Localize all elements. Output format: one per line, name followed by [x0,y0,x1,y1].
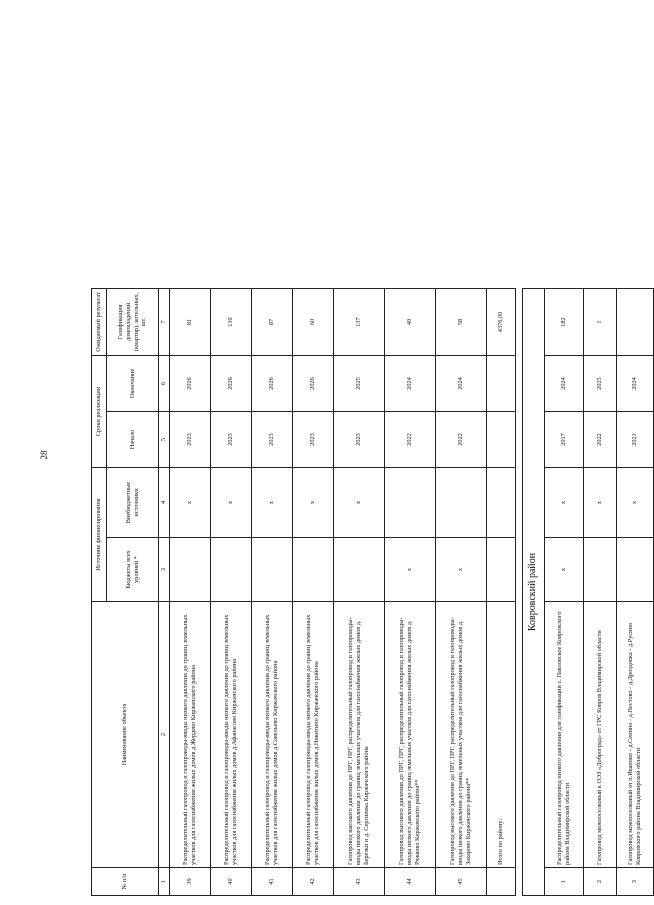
index-cell: 7 [159,289,170,356]
total-empty [487,356,516,412]
header-num: № п/п [92,868,159,896]
end-year: 2026 [293,356,334,412]
total-empty [487,468,516,538]
start-year: 2022 [385,412,436,468]
total-empty [487,538,516,602]
budget-mark [252,538,293,602]
result-count: 87 [252,289,293,356]
object-name: Газопровод межпоселковый к ОЭЗ «Доброград» от ГРС Ковров Владимирской области [583,602,616,868]
result-count: 1 [583,289,616,356]
start-year: 2023 [211,412,252,468]
result-count: 81 [170,289,211,356]
header-row-1 [92,289,107,896]
object-name: Распределительный газопровод и газопроводы-вводы низкого давления до границ земельных участков для газоснабжения жилых домов д.Савельево Киржачского района [252,602,293,868]
end-year: 2026 [211,356,252,412]
total-num-cell [487,868,516,896]
start-year: 2023 [334,412,385,468]
header-terms: Сроки реализации [92,356,107,468]
start-year: 2022 [436,412,487,468]
total-empty [487,412,516,468]
budget-mark [334,538,385,602]
index-cell: 3 [159,538,170,602]
result-count: 49 [385,289,436,356]
table-row [211,289,252,896]
table-row [334,289,385,896]
budget-mark [616,538,653,602]
index-cell: 6 [159,356,170,412]
offbudget-mark: x [616,468,653,538]
header-index-row [159,289,170,896]
row-number: 2 [583,868,616,896]
header-start: Начало [107,412,159,468]
offbudget-mark: x [293,468,334,538]
row-number: 43 [334,868,385,896]
end-year: 2024 [544,356,583,412]
header-gas: Газификация домовладений (квартир), котельных, шт. [107,289,159,356]
offbudget-mark [385,468,436,538]
objects-table [91,288,654,896]
section-row [523,289,545,896]
end-year: 2024 [385,356,436,412]
header-offbudget: Внебюджетные источники [107,468,159,538]
offbudget-mark: x [252,468,293,538]
offbudget-mark: x [211,468,252,538]
budget-mark: x [436,538,487,602]
gap-row [516,289,523,896]
result-count: 58 [436,289,487,356]
table-row [252,289,293,896]
total-row [487,289,516,896]
table-row [616,289,653,896]
total-value: 4376,00 [487,289,516,356]
budget-mark: x [385,538,436,602]
row-number: 45 [436,868,487,896]
row-number: 3 [616,868,653,896]
offbudget-mark: x [334,468,385,538]
table-row [436,289,487,896]
offbudget-mark [436,468,487,538]
offbudget-mark: x [583,468,616,538]
object-name: Газопровод межпоселковый от п.Иваново - д.Сенино - д.Пестово - д.Дроздовка - д.Русино Ковровского района Владимирской области [616,602,653,868]
budget-mark [293,538,334,602]
start-year: 2023 [170,412,211,468]
object-name: Распределительный газопровод и газопроводы-вводы низкого давления до границ земельных участков для газоснабжения жилых домов д.Афанасово Киржачского района [211,602,252,868]
row-number: 42 [293,868,334,896]
object-name: Газопровод высокого давления до ПРГ, ПРГ, распределительный газопровод и газопроводы-вводы низкого давления до границ земельных участков для газоснабжения жилых домов д. Захарово Киржачского района** [436,602,487,868]
table-row [583,289,616,896]
row-number: 40 [211,868,252,896]
start-year: 2023 [252,412,293,468]
rotated-page [91,54,642,896]
budget-mark [211,538,252,602]
row-number: 41 [252,868,293,896]
row-number: 44 [385,868,436,896]
header-end: Окончание [107,356,159,412]
end-year: 2024 [616,356,653,412]
result-count: 130 [211,289,252,356]
result-count: 60 [293,289,334,356]
total-section [487,289,545,896]
object-name: Распределительный газопровод низкого давления для газификации с. Павловское Ковровского района Владимирской области [544,602,583,868]
object-name: Распределительный газопровод и газопроводы-вводы низкого давления до границ земельных участков для газоснабжения жилых домов д.Никитино Киржачского района [293,602,334,868]
header-name: Наименование объекта [92,602,159,868]
table-row [293,289,334,896]
start-year: 2023 [293,412,334,468]
total-label: Итого по району: [487,602,516,868]
start-year: 2022 [583,412,616,468]
header-result: Ожидаемый результат [92,289,107,356]
index-cell: 1 [159,868,170,896]
section-title: Ковровский район [523,289,545,896]
index-cell: 2 [159,602,170,868]
end-year: 2026 [170,356,211,412]
result-count: 182 [544,289,583,356]
end-year: 2026 [252,356,293,412]
start-year: 2021 [616,412,653,468]
result-count [616,289,653,356]
start-year: 2017 [544,412,583,468]
row-number: 1 [544,868,583,896]
end-year: 2024 [436,356,487,412]
object-name: Газопровод высокого давления до ПРГ, ПРГ, распределительный газопровод и газопроводы-вводы низкого давления до границ земельных участков для газоснабжения жилых домов д. Березки и д. Сергиевка Киржачского района [334,602,385,868]
rows-section-b [544,289,653,896]
table-row [170,289,211,896]
budget-mark [170,538,211,602]
end-year: 2025 [334,356,385,412]
index-cell: 5 [159,412,170,468]
offbudget-mark: x [170,468,211,538]
header-budget: Бюджеты всех уровней * [107,538,159,602]
page-number: 28 [39,450,49,460]
row-number: 39 [170,868,211,896]
object-name: Газопровод высокого давления до ПРГ, ПРГ, распределительный газопровод и газопроводы-вводы низкого давления до границ земельных участков для газоснабжения жилых домов д. Ряжково Киржачского района** [385,602,436,868]
table-row [544,289,583,896]
result-count: 137 [334,289,385,356]
rows-section-a [170,289,487,896]
budget-mark: x [544,538,583,602]
object-name: Распределительный газопровод и газопроводы-вводы низкого давления до границ земельных участков для газоснабжения жилых домов д.Жердево Киржачского района [170,602,211,868]
index-cell: 4 [159,468,170,538]
table-row [385,289,436,896]
end-year: 2025 [583,356,616,412]
header-funding: Источник финансирования [92,468,107,602]
offbudget-mark: x [544,468,583,538]
budget-mark [583,538,616,602]
